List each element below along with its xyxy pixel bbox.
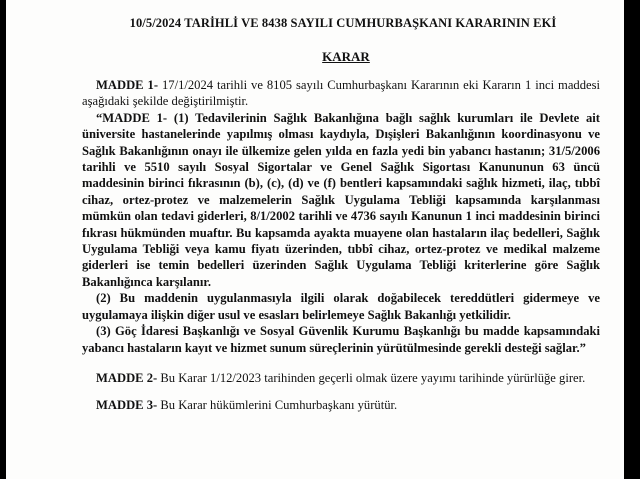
madde-2-label: MADDE 2- [96,370,158,385]
madde-2-text: Bu Karar 1/12/2023 tarihinden geçerli olmak üzere yayımı tarihinde yürürlüğe girer. [157,370,586,385]
madde-1-text: 17/1/2024 tarihli ve 8105 sayılı Cumhurbaşkanı Kararının eki Kararın 1 inci maddesi aşağıdaki şekilde değiştirilmiştir. [82,78,600,109]
madde-1-paragraph-3: (3) Göç İdaresi Başkanlığı ve Sosyal Güvenlik Kurumu Başkanlığı bu madde kapsamındaki yabancı hastaların kayıt ve hizmet sunum süreçlerinin yürütülmesinde gerekli desteği sağlar.” [82,324,600,355]
document-content [82,16,600,414]
madde-3-text: Bu Karar hükümlerini Cumhurbaşkanı yürütür. [157,398,398,413]
document-heading: 10/5/2024 TARİHLİ VE 8438 SAYILI CUMHURBAŞKANI KARARININ EKİ [129,16,557,30]
madde-3 [82,397,600,413]
document-title: KARAR [322,49,370,64]
madde-3-label: MADDE 3- [96,398,158,413]
madde-1-paragraph-1: “MADDE 1- (1) Tedavilerinin Sağlık Bakanlığına bağlı sağlık kurumları ile Devlete ait üniversite hastanelerinde yapılmış olması kaydıyla, Dışişleri Bakanlığının koordinasyonu ve Sağlık Bakanlığının onayı ile ülkemize gelen yılda en fazla yedi bin yabancı hastanın; 31/5/2006 tarihli ve 5510 sayılı Sosyal Sigortalar ve Genel Sağlık Sigortası Kanununun 63 üncü maddesinin birinci fıkrasının (b), (c), (d) ve (f) bentleri kapsamındaki sağlık hizmeti, ilaç, tıbbî cihaz, ortez-protez ve malzemelerin Sağlık Uygulama Tebliği kapsamında karşılanması mümkün olan tedavi giderleri, 8/1/2002 tarihli ve 4736 sayılı Kanunun 1 inci maddesinin birinci fıkrası hükmünden muaftır. Bu kapsamda ayakta muayene olan hastaların ilaç bedelleri, Sağlık Uygulama Tebliği veya kamu fiyatı üzerinden, tıbbî cihaz, ortez-protez ve medikal malzeme giderleri ise temin bedelleri üzerinden Sağlık Uygulama Tebliği kriterlerine göre Sağlık Bakanlığınca karşılanır. [82,110,600,289]
madde-2 [82,370,600,386]
madde-1-intro [82,77,600,110]
spacer [82,386,600,397]
spacer [82,356,600,370]
madde-1-label: MADDE 1- [96,78,159,92]
madde-1-paragraph-2: (2) Bu maddenin uygulanmasıyla ilgili olarak doğabilecek tereddütleri gidermeye ve uygulamaya ilişkin diğer usul ve esasları belirlemeye Sağlık Bakanlığı yetkilidir. [82,291,600,322]
document-page [6,0,624,479]
